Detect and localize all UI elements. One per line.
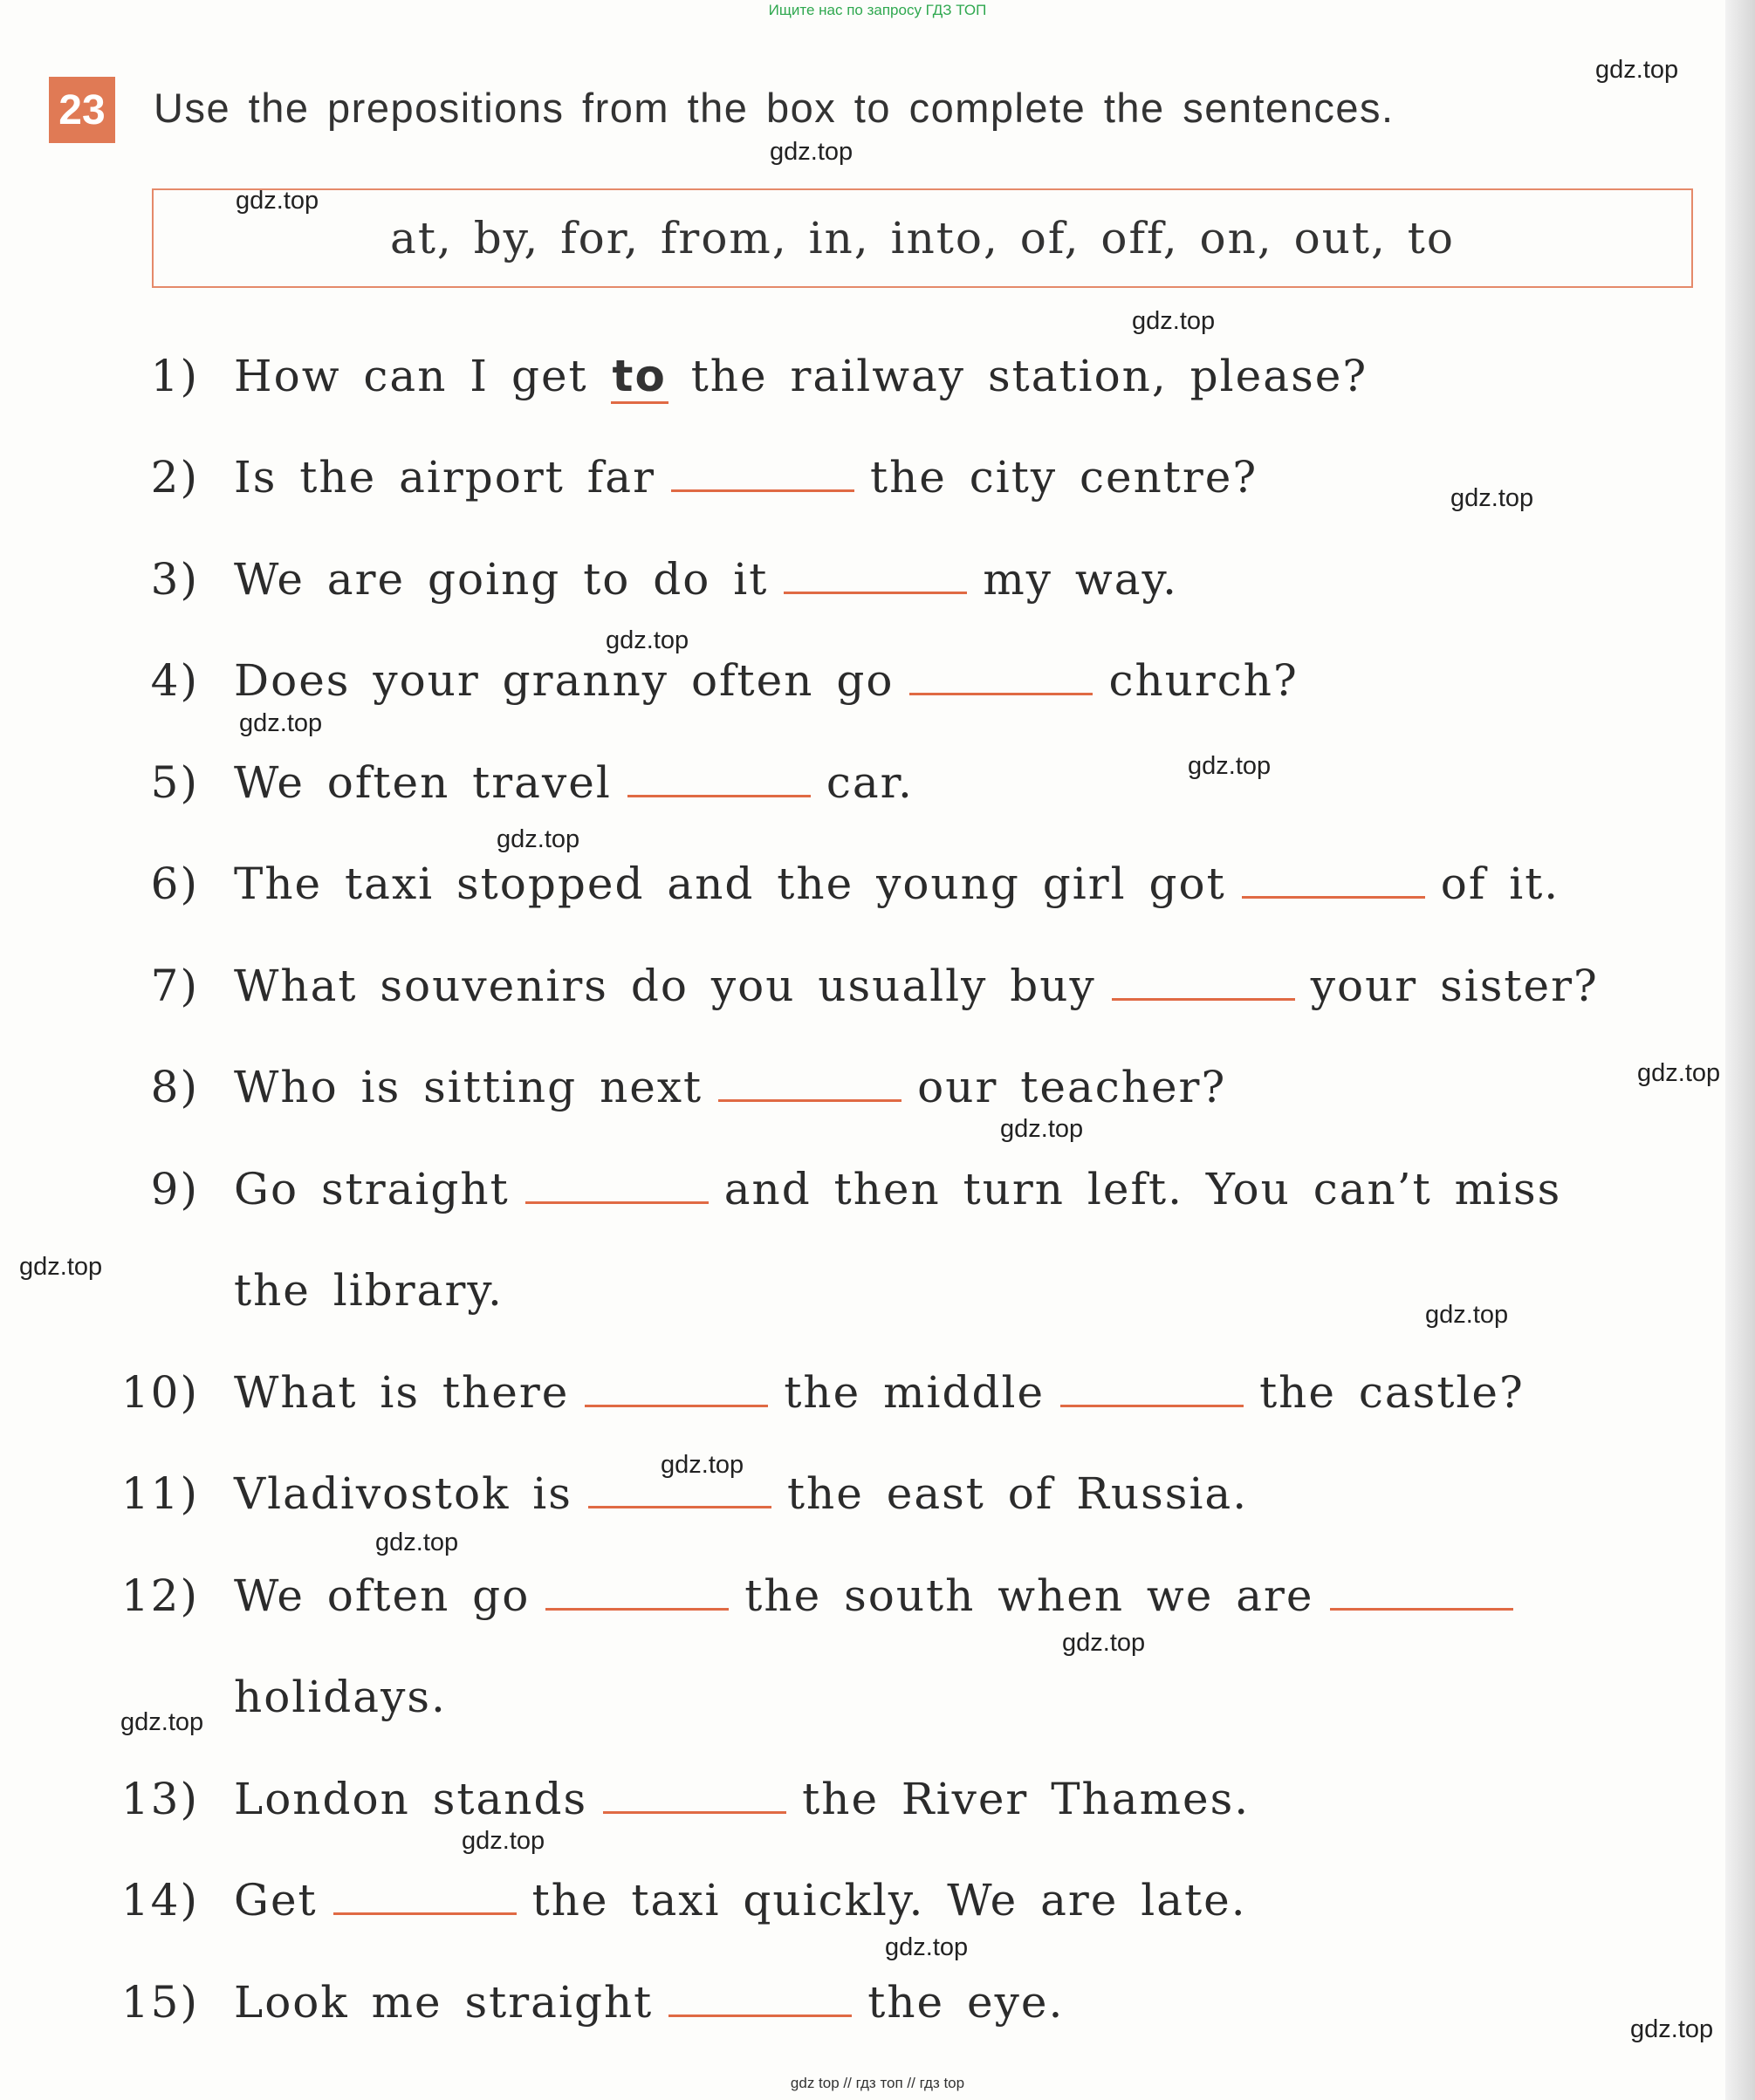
watermark: gdz.top — [1637, 1059, 1721, 1087]
sentence-text: The taxi stopped and the young girl got of it. — [234, 858, 1560, 909]
exercise-number-badge: 23 — [49, 77, 115, 143]
sentence-number: 9) — [150, 1164, 199, 1214]
sentence-number: 6) — [150, 858, 199, 909]
watermark: gdz.top — [1450, 484, 1534, 512]
answer-blank[interactable] — [603, 1804, 786, 1814]
footer-link[interactable]: gdz top // гдз топ // гдз top — [790, 2075, 965, 2091]
watermark: gdz.top — [1000, 1115, 1084, 1143]
answer-blank[interactable] — [668, 2008, 852, 2017]
sentence-number: 3) — [150, 554, 199, 605]
watermark: gdz.top — [661, 1451, 744, 1479]
watermark: gdz.top — [1630, 2015, 1714, 2043]
watermark: gdz.top — [239, 709, 323, 737]
watermark: gdz.top — [120, 1708, 204, 1736]
sentence-text: Does your granny often go church? — [234, 655, 1299, 706]
sentence-text: What is there the middle the castle? — [234, 1367, 1525, 1418]
watermark: gdz.top — [19, 1253, 103, 1281]
sentence-number: 11) — [120, 1468, 199, 1519]
prepositions-list: at, by, for, from, in, into, of, off, on, out, to — [390, 213, 1455, 263]
answer-blank[interactable] — [585, 1398, 768, 1407]
answer-blank[interactable] — [1060, 1398, 1244, 1407]
sentence-number: 13) — [120, 1774, 199, 1824]
sentence-text: We are going to do it my way. — [234, 554, 1179, 605]
watermark: gdz.top — [1425, 1301, 1509, 1329]
sentence-text: the library. — [234, 1265, 504, 1316]
watermark: gdz.top — [375, 1529, 459, 1556]
sentence-text: We often travel car. — [234, 757, 914, 808]
watermark: gdz.top — [236, 187, 319, 215]
page-edge-shadow — [1725, 0, 1755, 2100]
sentence-text: Look me straight the eye. — [234, 1977, 1065, 2028]
watermark: gdz.top — [885, 1933, 969, 1961]
prepositions-box — [152, 188, 1693, 288]
answer-blank[interactable] — [525, 1194, 709, 1204]
answer-blank[interactable] — [545, 1601, 729, 1611]
watermark: gdz.top — [1132, 307, 1216, 335]
sentence-number: 7) — [150, 961, 199, 1011]
header-link[interactable]: Ищите нас по запросу ГДЗ ТОП — [768, 2, 987, 18]
sentence-text: holidays. — [234, 1672, 447, 1722]
answer-blank[interactable] — [718, 1092, 901, 1102]
answer-blank[interactable] — [784, 585, 967, 594]
sentence-text: How can I get to the railway station, please? — [234, 345, 1368, 407]
sentence-text: London stands the River Thames. — [234, 1774, 1251, 1824]
sentence-text: Is the airport far the city centre? — [234, 452, 1258, 503]
sentence-number: 12) — [120, 1570, 199, 1621]
sentence-text: Get the taxi quickly. We are late. — [234, 1875, 1247, 1926]
sentence-number: 15) — [120, 1977, 199, 2028]
sentence-text: Who is sitting next our teacher? — [234, 1062, 1227, 1112]
watermark: gdz.top — [497, 825, 580, 853]
watermark: gdz.top — [462, 1827, 545, 1855]
watermark: gdz.top — [770, 138, 854, 166]
sentence-number: 10) — [120, 1367, 199, 1418]
answer-blank[interactable] — [588, 1499, 771, 1508]
sentence-text: We often go the south when we are — [234, 1565, 1513, 1626]
answer-blank[interactable] — [333, 1905, 517, 1915]
answer-blank[interactable] — [909, 686, 1093, 695]
sentence-number: 5) — [150, 757, 199, 808]
sentence-number: 14) — [120, 1875, 199, 1926]
watermark: gdz.top — [1062, 1629, 1146, 1657]
answer-blank[interactable] — [671, 482, 854, 492]
sentence-number: 2) — [150, 452, 199, 503]
sentence-number: 4) — [150, 655, 199, 706]
sentence-text: Go straight and then turn left. You can’t miss — [234, 1164, 1562, 1214]
sentence-text: Vladivostok is the east of Russia. — [234, 1468, 1249, 1519]
sentence-text: What souvenirs do you usually buy your sister? — [234, 961, 1599, 1011]
sentence-number: 1) — [150, 351, 199, 401]
handwritten-answer: to — [611, 351, 668, 404]
answer-blank[interactable] — [1112, 991, 1295, 1001]
answer-blank[interactable] — [627, 788, 811, 797]
watermark: gdz.top — [606, 626, 689, 654]
answer-blank[interactable] — [1330, 1601, 1513, 1611]
answer-blank[interactable] — [1242, 889, 1425, 899]
watermark: gdz.top — [1595, 56, 1679, 84]
sentence-number: 8) — [150, 1062, 199, 1112]
exercise-instruction: Use the prepositions from the box to complete the sentences. — [154, 85, 1395, 131]
watermark: gdz.top — [1188, 752, 1272, 780]
